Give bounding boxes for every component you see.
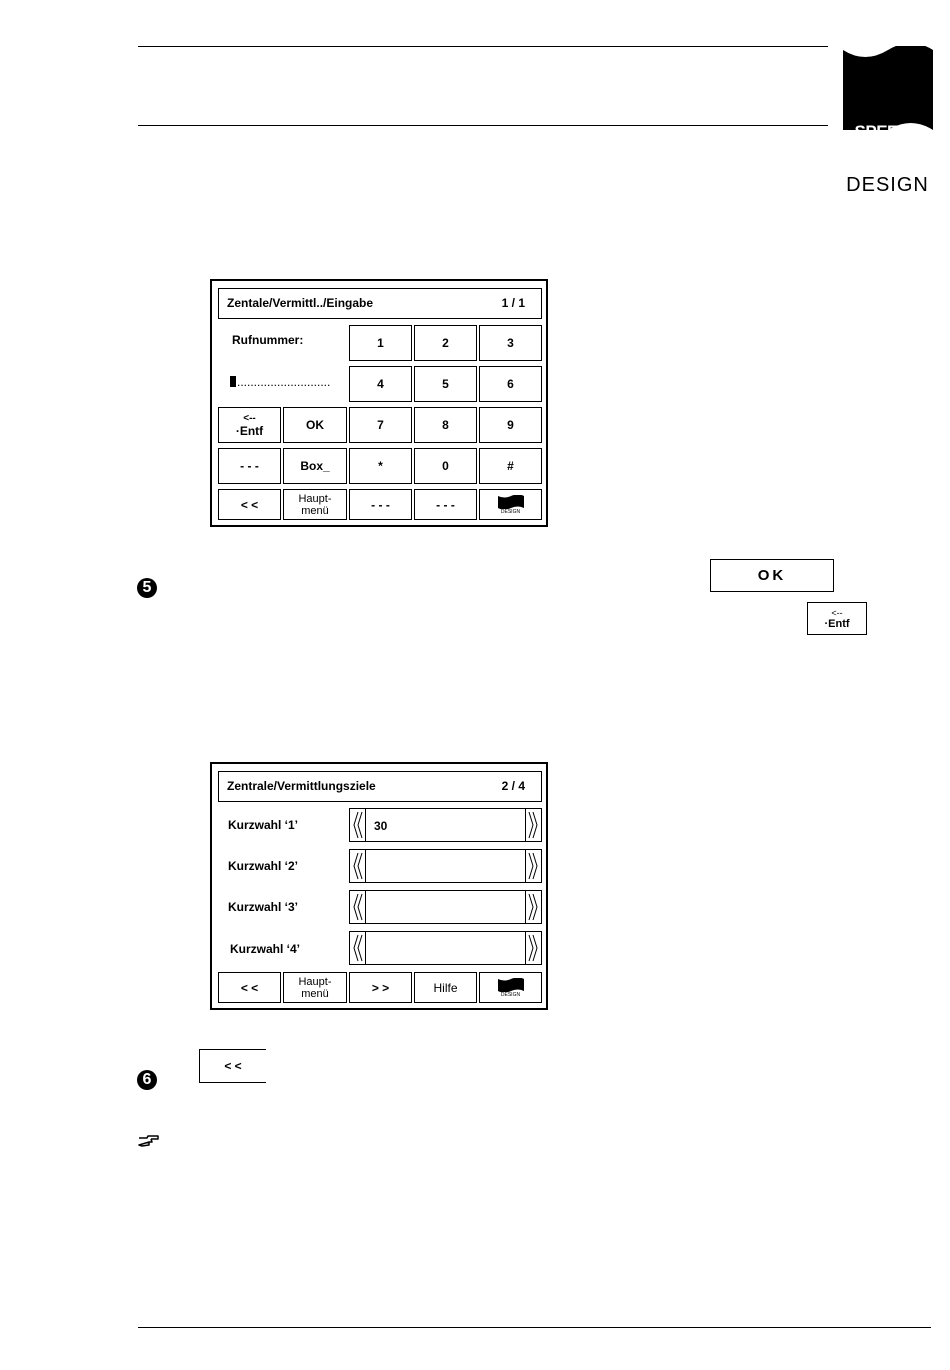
- key-9[interactable]: 9: [479, 407, 542, 443]
- prev-value-icon[interactable]: [350, 850, 366, 882]
- text-cursor: [230, 376, 236, 387]
- prev-value-icon[interactable]: [350, 932, 366, 964]
- main-menu-line1: Haupt-: [298, 975, 332, 988]
- speed-dial-3-label: Kurzwahl ‘3’: [228, 900, 299, 914]
- main-menu-line2: menü: [301, 504, 329, 517]
- rufnummer-value: ............................: [237, 375, 331, 389]
- logo-text-speech: SPEECH: [854, 122, 922, 141]
- mini-logo-icon: [498, 495, 524, 509]
- back-button[interactable]: < <: [218, 489, 281, 520]
- next-value-icon[interactable]: [525, 850, 541, 882]
- ok-button[interactable]: OK: [283, 407, 347, 443]
- dashes-button-3[interactable]: - - -: [414, 489, 477, 520]
- back-button[interactable]: < <: [218, 972, 281, 1003]
- rufnummer-input[interactable]: [230, 375, 330, 389]
- key-1[interactable]: 1: [349, 325, 412, 361]
- next-value-icon[interactable]: [525, 932, 541, 964]
- screen1-title-bar: [218, 288, 542, 319]
- main-menu-line2: menü: [301, 987, 329, 1000]
- key-8[interactable]: 8: [414, 407, 477, 443]
- speed-dial-4-label: Kurzwahl ‘4’: [230, 942, 301, 956]
- key-7[interactable]: 7: [349, 407, 412, 443]
- speed-dial-3-field[interactable]: [349, 890, 542, 924]
- key-5[interactable]: 5: [414, 366, 477, 402]
- screen2-page-indicator: 2 / 4: [501, 779, 525, 793]
- delete-ref-label: ·Entf: [824, 617, 850, 630]
- mini-logo-text: DESIGN: [500, 991, 521, 998]
- help-button[interactable]: Hilfe: [414, 972, 477, 1003]
- key-4[interactable]: 4: [349, 366, 412, 402]
- key-hash[interactable]: #: [479, 448, 542, 484]
- logo-mark-icon: [843, 46, 933, 130]
- speed-dial-1-value: 30: [374, 819, 388, 833]
- speed-dial-1-field[interactable]: [349, 808, 542, 842]
- speed-dial-1-label: Kurzwahl ‘1’: [228, 818, 299, 832]
- screen2-title-bar: [218, 771, 542, 802]
- delete-arrow-icon: <--: [243, 413, 256, 424]
- next-value-icon[interactable]: [525, 809, 541, 841]
- delete-label: ·Entf: [235, 424, 264, 438]
- dashes-button-2[interactable]: - - -: [349, 489, 412, 520]
- key-6[interactable]: 6: [479, 366, 542, 402]
- key-2[interactable]: 2: [414, 325, 477, 361]
- mini-logo-text: DESIGN: [500, 508, 521, 515]
- header-rule-top: [138, 46, 828, 47]
- speed-dial-2-field[interactable]: [349, 849, 542, 883]
- rufnummer-label: Rufnummer:: [232, 333, 304, 347]
- screen1-page-indicator: 1 / 1: [501, 296, 525, 310]
- delete-button[interactable]: [218, 407, 281, 443]
- note-pointer-icon: [138, 1134, 160, 1148]
- logo-text-design: DESIGN: [846, 174, 929, 196]
- key-0[interactable]: 0: [414, 448, 477, 484]
- step-5-marker: 5: [137, 578, 157, 598]
- speed-dial-2-label: Kurzwahl ‘2’: [228, 859, 299, 873]
- mini-logo-icon: [498, 978, 524, 992]
- header-rule-bottom: [138, 125, 828, 126]
- main-menu-line1: Haupt-: [298, 492, 332, 505]
- back-button-reference[interactable]: < <: [199, 1049, 266, 1083]
- key-3[interactable]: 3: [479, 325, 542, 361]
- logo-button[interactable]: [479, 489, 542, 520]
- ok-button-reference[interactable]: OK: [710, 559, 834, 592]
- screen-number-entry: [210, 279, 548, 527]
- speech-design-logo: [840, 46, 935, 196]
- dashes-button[interactable]: - - -: [218, 448, 281, 484]
- screen1-title: Zentale/Vermittl../Eingabe: [227, 296, 374, 310]
- delete-button-reference[interactable]: [807, 602, 867, 635]
- key-star[interactable]: *: [349, 448, 412, 484]
- forward-button[interactable]: > >: [349, 972, 412, 1003]
- step-6-marker: 6: [137, 1070, 157, 1090]
- prev-value-icon[interactable]: [350, 809, 366, 841]
- box-button[interactable]: Box_: [283, 448, 347, 484]
- speed-dial-4-field[interactable]: [349, 931, 542, 965]
- screen-speed-dial-targets: [210, 762, 548, 1010]
- logo-button[interactable]: [479, 972, 542, 1003]
- prev-value-icon[interactable]: [350, 891, 366, 923]
- main-menu-button[interactable]: [283, 489, 347, 520]
- main-menu-button[interactable]: [283, 972, 347, 1003]
- footer-rule: [138, 1327, 931, 1328]
- delete-ref-arrow-icon: <--: [831, 607, 843, 618]
- next-value-icon[interactable]: [525, 891, 541, 923]
- screen2-title: Zentrale/Vermittlungsziele: [227, 779, 376, 793]
